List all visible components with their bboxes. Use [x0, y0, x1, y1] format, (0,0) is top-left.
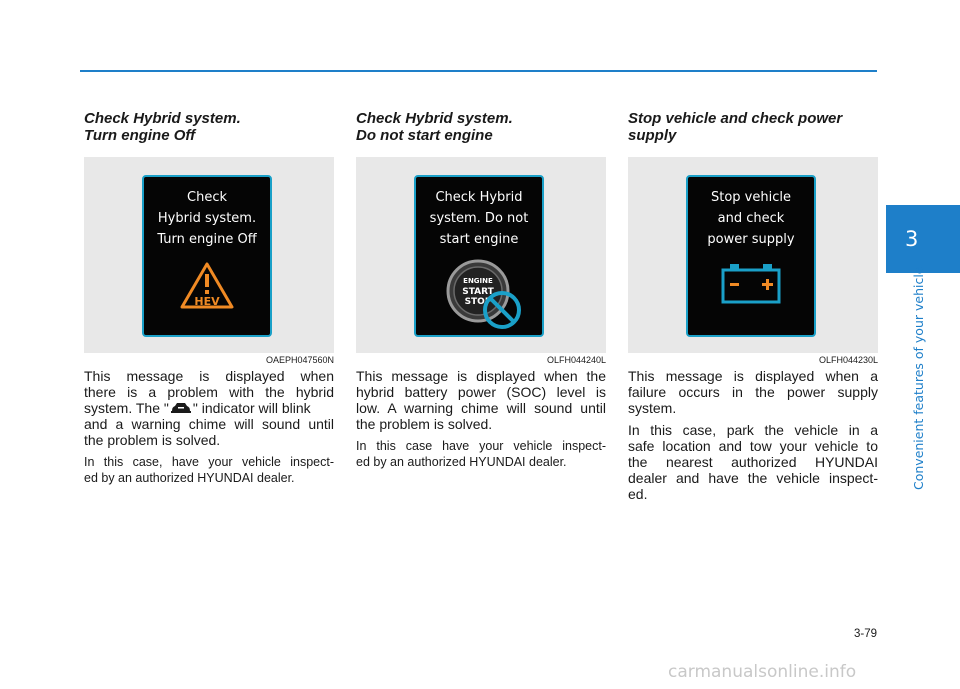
note-paragraph [628, 422, 878, 502]
text-line: ed by an authorized HYUNDAI dealer. [84, 471, 295, 485]
description-paragraph [356, 368, 606, 432]
description-paragraph [84, 368, 334, 448]
hev-badge: HEV [194, 295, 220, 308]
display-message [144, 187, 270, 250]
text-line: This message is displayed when a [628, 368, 878, 384]
display-line: Check [187, 190, 227, 205]
text-line: system. [628, 400, 677, 416]
car-warning-icon [169, 401, 193, 415]
figure-code: OAEPH047560N [265, 355, 334, 365]
text-line: This message is displayed when [84, 368, 334, 384]
cluster-display [686, 175, 816, 337]
heading-line: Turn engine Off [84, 127, 196, 144]
text-line: and a warning chime will sound until [84, 416, 334, 432]
display-message [688, 187, 814, 250]
heading-line: Stop vehicle and check power [628, 110, 843, 127]
heading-line: supply [628, 127, 677, 144]
text-line: there is a problem with the hybrid [84, 384, 334, 400]
display-line: Stop vehicle [711, 190, 791, 205]
text-fragment: " indicator will blink [192, 400, 311, 416]
section-check-hybrid-turn-off [84, 110, 334, 486]
section-check-hybrid-do-not-start [356, 110, 606, 470]
text-line: In this case, park the vehicle in a [628, 422, 878, 438]
heading-line: Check Hybrid system. [84, 110, 241, 127]
chapter-tab: 3 [886, 205, 960, 273]
text-line: safe location and tow your vehicle to [628, 438, 878, 454]
section-heading [628, 110, 878, 152]
chapter-title: Convenient features of your vehicle [911, 266, 926, 490]
page-number: 3-79 [853, 628, 877, 640]
button-label-line: START [462, 287, 494, 297]
battery-icon [720, 261, 782, 305]
cluster-figure [628, 157, 878, 353]
text-line: failure occurs in the power supply [628, 384, 878, 400]
text-line: the problem is solved. [84, 432, 221, 448]
figure-code: OLFH044230L [818, 355, 878, 365]
text-line: In this case, have your vehicle inspect- [84, 455, 334, 469]
section-heading [356, 110, 606, 152]
watermark: carmanualsonline.info [668, 662, 857, 682]
text-line: low. A warning chime will sound until [356, 400, 606, 416]
heading-line: Do not start engine [356, 127, 493, 144]
text-line: hybrid battery power (SOC) level is [356, 384, 606, 400]
figure-code: OLFH044240L [546, 355, 606, 365]
heading-line: Check Hybrid system. [356, 110, 513, 127]
cluster-display [414, 175, 544, 337]
display-line: Turn engine Off [157, 232, 257, 247]
text-line: the problem is solved. [356, 416, 493, 432]
section-stop-vehicle-check-power [628, 110, 878, 502]
text-line: dealer and have the vehicle inspect- [628, 470, 878, 486]
display-line: and check [717, 211, 785, 226]
top-rule [80, 70, 877, 72]
cluster-figure [84, 157, 334, 353]
display-line: system. Do not [429, 211, 529, 226]
description-paragraph [628, 368, 878, 416]
display-line: power supply [707, 232, 795, 247]
button-label-line: ENGINE [463, 277, 493, 285]
section-heading [84, 110, 334, 152]
button-label-line: STOP [464, 297, 492, 307]
note-paragraph [84, 454, 334, 486]
display-line: Check Hybrid [435, 190, 523, 205]
note-paragraph [356, 438, 606, 470]
text-line: the nearest authorized HYUNDAI [628, 454, 878, 470]
engine-start-stop-prohibited-icon [440, 255, 530, 335]
cluster-display [142, 175, 272, 337]
display-line: Hybrid system. [157, 211, 257, 226]
text-fragment: system. The " [84, 400, 169, 416]
cluster-figure [356, 157, 606, 353]
text-line-with-icon [84, 400, 334, 416]
text-line: ed. [628, 486, 648, 502]
text-line: ed by an authorized HYUNDAI dealer. [356, 455, 567, 469]
text-line: In this case have your vehicle inspect- [356, 439, 606, 453]
display-line: start engine [439, 232, 519, 247]
hev-warning-icon [179, 261, 235, 311]
display-message [416, 187, 542, 250]
text-line: This message is displayed when the [356, 368, 606, 384]
